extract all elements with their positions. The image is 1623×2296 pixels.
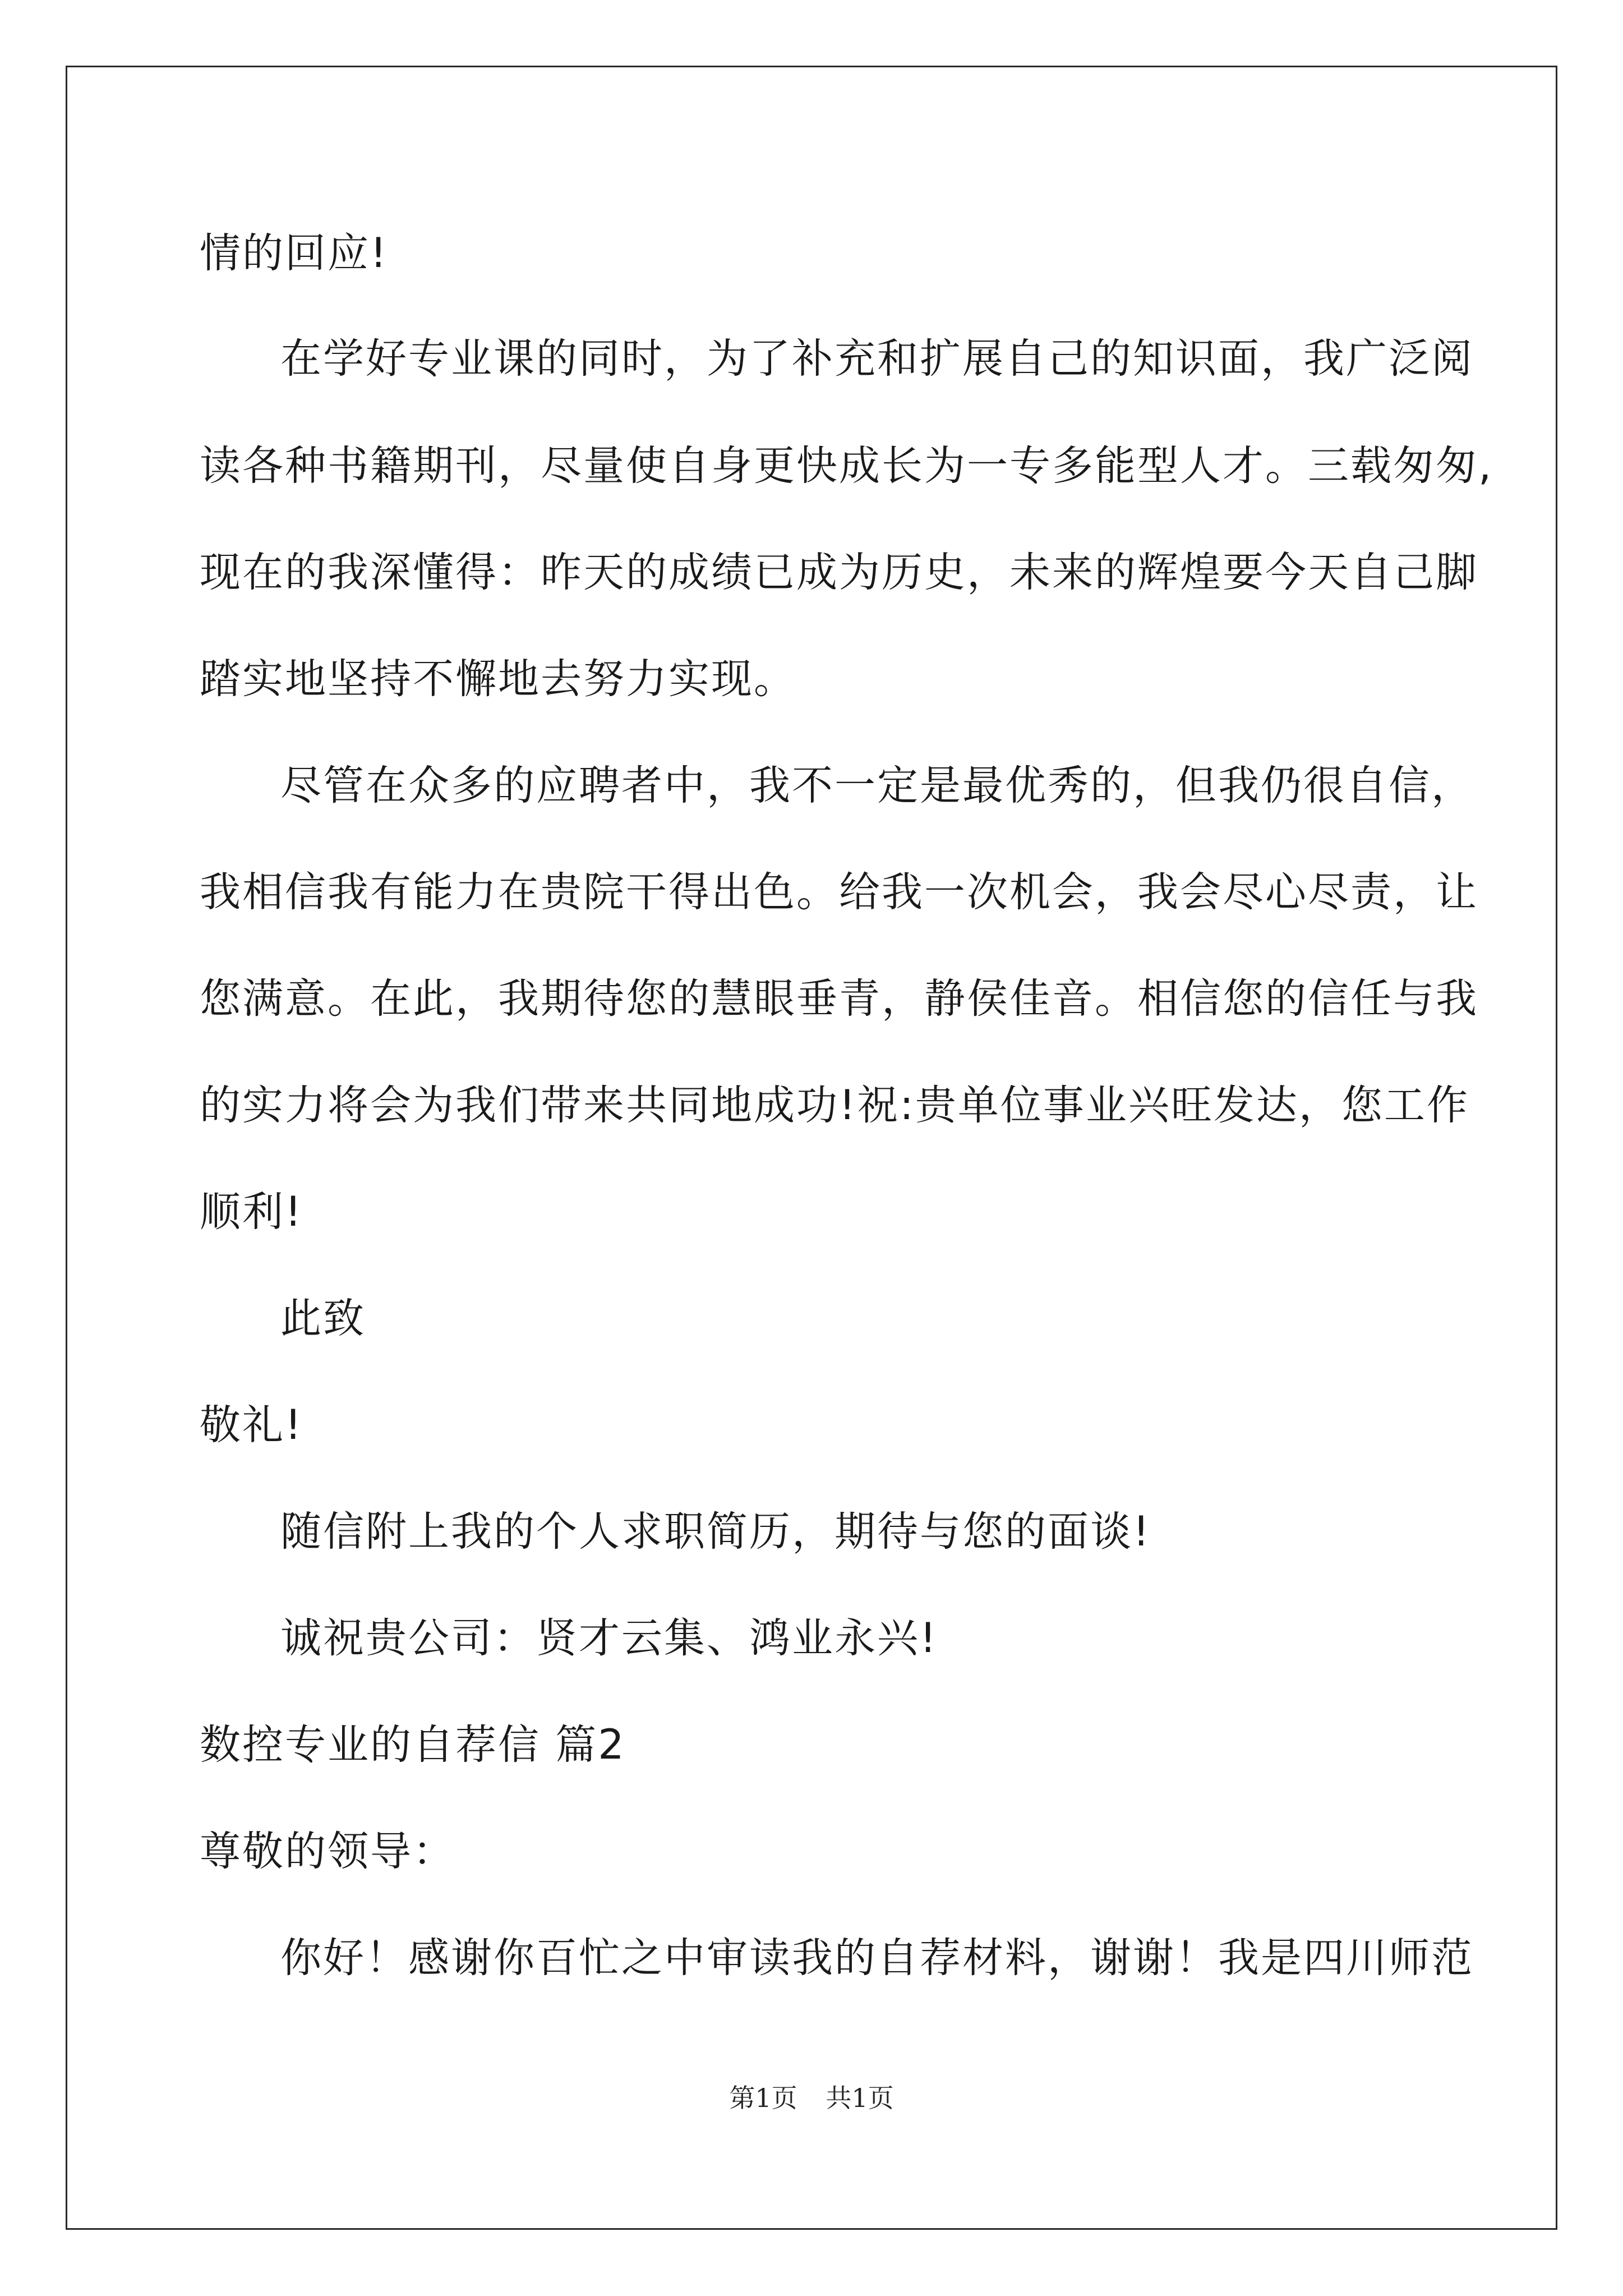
greeting-line: 尊敬的领导： [200, 1828, 455, 1875]
text-line: 我相信我有能力在贵院干得出色。给我一次机会，我会尽心尽责，让 [200, 868, 1478, 916]
text-line: 读各种书籍期刊，尽量使自身更快成长为一专多能型人才。三载匆匆, [200, 442, 1493, 490]
text-line: 踏实地坚持不懈地去努力实现。 [200, 655, 796, 703]
text-line: 顺利! [200, 1188, 303, 1236]
page-border [66, 66, 1557, 2230]
text-line: 您满意。在此，我期待您的慧眼垂青，静侯佳音。相信您的信任与我 [200, 975, 1478, 1023]
salutation-line: 敬礼! [200, 1401, 303, 1449]
text-line: 在学好专业课的同时，为了补充和扩展自己的知识面，我广泛阅 [280, 335, 1474, 383]
text-line: 随信附上我的个人求职简历，期待与您的面谈! [280, 1508, 1151, 1556]
page-footer [0, 2081, 1623, 2115]
text-line: 情的回应! [200, 229, 389, 277]
section-heading: 数控专业的自荐信 篇2 [200, 1721, 626, 1769]
text-line: 现在的我深懂得：昨天的成绩已成为历史，未来的辉煌要今天自己脚 [200, 549, 1478, 596]
text-line: 你好！感谢你百忙之中审读我的自荐材料，谢谢！我是四川师范 [280, 1934, 1474, 1982]
text-line: 诚祝贵公司：贤才云集、鸿业永兴! [280, 1614, 938, 1662]
page-number: 第1页 [729, 2083, 797, 2113]
text-line: 的实力将会为我们带来共同地成功!祝:贵单位事业兴旺发达，您工作 [200, 1082, 1469, 1129]
closing-line: 此致 [280, 1295, 366, 1342]
text-line: 尽管在众多的应聘者中，我不一定是最优秀的，但我仍很自信， [280, 762, 1474, 809]
page-total: 共1页 [826, 2083, 894, 2113]
